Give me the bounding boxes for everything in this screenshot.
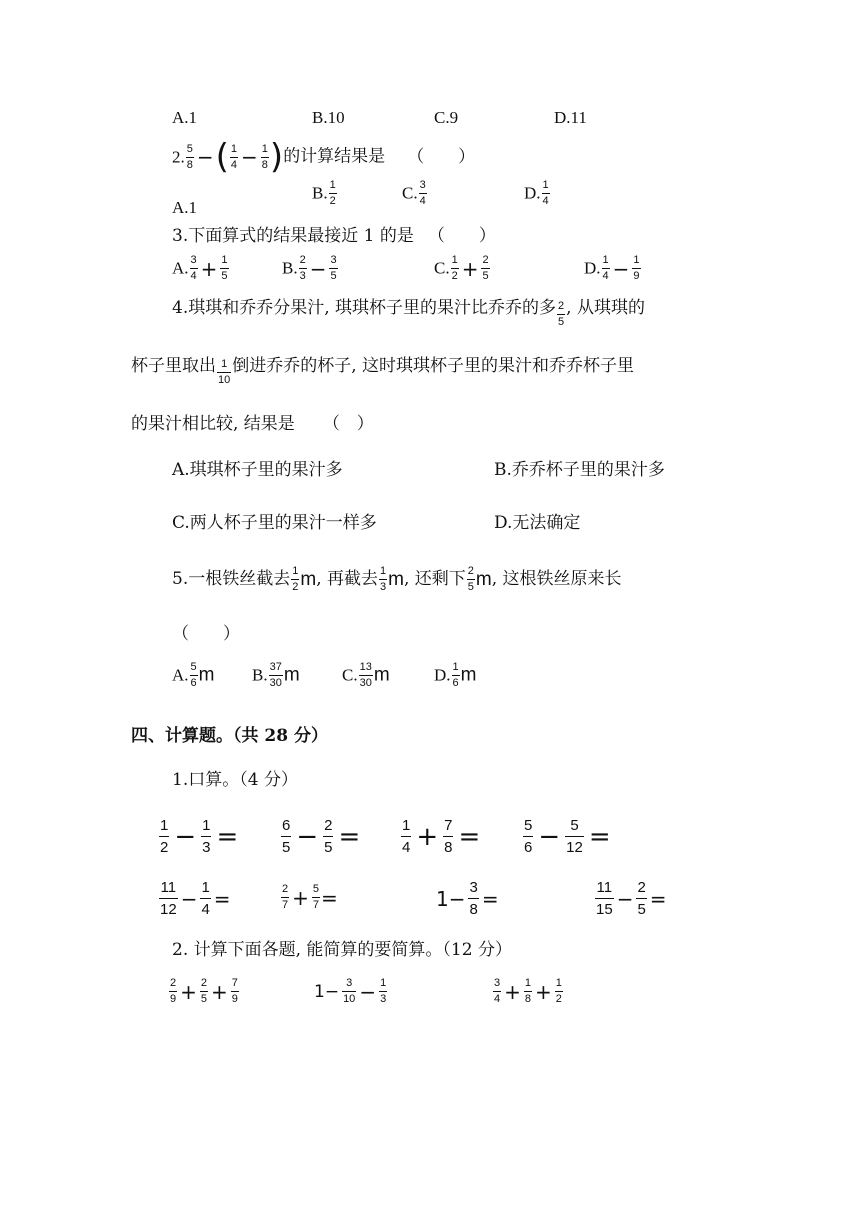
q2-answer-blank: （ ）: [407, 146, 476, 167]
q4-stem-line-2: 杯子里取出 $\frac{1}{10}$ 倒进乔乔的杯子, 这时琪琪杯子里的果汁和乔乔杯子里: [131, 356, 635, 386]
q1-option-d: D.11: [554, 108, 587, 127]
section-4-title: 四、计算题。（共 28 分）: [131, 726, 328, 746]
q5-fraction-3: $\frac{2}{5}$: [467, 565, 474, 593]
oral-item-4: $\frac{5}{6}$ − $\frac{5}{12}$ =: [524, 817, 611, 856]
q2-fraction-2: $\frac{1}{4}$: [230, 142, 238, 171]
q4-option-d: D.无法确定: [494, 513, 581, 533]
q3-option-a: A. $\frac{3}{4}$ + $\frac{1}{5}$: [172, 254, 228, 282]
q1-option-a: A.1: [172, 108, 198, 127]
oral-item-6: $\frac{2}{7}$ + $\frac{5}{7}$ =: [282, 883, 338, 911]
q2-option-a: A.1: [172, 198, 198, 217]
q2-operator-2: −: [241, 145, 258, 169]
oral-item-1: $\frac{1}{2}$ − $\frac{1}{3}$ =: [160, 817, 239, 856]
q5-fraction-1: $\frac{1}{2}$: [292, 565, 299, 593]
q1-option-b: B.10: [312, 108, 345, 127]
q5-option-c: C. $\frac{13}{30}$ m: [342, 661, 390, 689]
q2-fraction-3: $\frac{1}{8}$: [261, 142, 268, 171]
q3-answer-blank: （ ）: [427, 226, 496, 246]
q4-stem-line-1: 4.琪琪和乔乔分果汁, 琪琪杯子里的果汁比乔乔的多 $\frac{2}{5}$ , 从琪琪的: [172, 298, 645, 328]
q5-option-d: D. $\frac{1}{6}$ m: [434, 661, 477, 689]
q2-stem: [172, 137, 476, 177]
q4-fraction-2: $\frac{1}{10}$: [218, 358, 231, 386]
q4-fraction-1: $\frac{2}{5}$: [558, 300, 565, 328]
q2-text: 的计算结果是: [283, 146, 386, 167]
q5-fraction-2: $\frac{1}{3}$: [380, 565, 387, 593]
calc-item-1: $\frac{2}{9}$ + $\frac{2}{5}$ + $\frac{7}{9}$: [170, 977, 238, 1005]
oral-item-8: $\frac{11}{15}$ − $\frac{2}{5}$ =: [596, 879, 667, 918]
q2-number: 2.: [172, 147, 185, 167]
q4-option-c: C.两人杯子里的果汁一样多: [172, 513, 377, 533]
q3-option-d: D. $\frac{1}{4}$ − $\frac{1}{9}$: [584, 254, 640, 282]
q5-answer-blank: （ ）: [172, 624, 240, 644]
q4-stem-line-3: 的果汁相比较, 结果是 （ ）: [131, 414, 374, 434]
q2-operator-1: −: [196, 145, 214, 169]
oral-calc-title: 1.口算。（4 分）: [172, 770, 298, 790]
q2-fraction-1: $\frac{5}{8}$: [186, 142, 193, 171]
q2-close-paren: ): [269, 137, 284, 177]
calc-simplify-title: 2. 计算下面各题, 能简算的要简算。（12 分）: [172, 940, 512, 960]
q5-option-b: B. $\frac{37}{30}$ m: [252, 661, 300, 689]
oral-item-2: $\frac{6}{5}$ − $\frac{2}{5}$ =: [282, 817, 361, 856]
q3-stem: 3.下面算式的结果最接近 1 的是 （ ）: [172, 226, 496, 246]
q2-option-b: B. $\frac{1}{2}$: [312, 179, 336, 207]
q2-option-d: D. $\frac{1}{4}$: [524, 179, 549, 207]
q3-option-c: C. $\frac{1}{2}$ + $\frac{2}{5}$: [434, 254, 489, 282]
oral-item-7: 1− $\frac{3}{8}$ =: [436, 879, 499, 918]
q5-stem: 5.一根铁丝截去 $\frac{1}{2}$ m, 再截去 $\frac{1}{3}$ m, 还剩下 $\frac{2}{5}$ m, 这根铁丝原来长: [172, 565, 622, 593]
q4-option-b: B.乔乔杯子里的果汁多: [494, 460, 665, 480]
q4-answer-blank: （ ）: [322, 414, 374, 434]
q3-option-b: B. $\frac{2}{3}$ − $\frac{3}{5}$: [282, 254, 337, 282]
q2-option-c: C. $\frac{3}{4}$: [402, 179, 426, 207]
oral-item-3: $\frac{1}{4}$ + $\frac{7}{8}$ =: [402, 817, 481, 856]
calc-item-3: $\frac{3}{4}$ + $\frac{1}{8}$ + $\frac{1}{2}$: [494, 977, 562, 1005]
calc-item-2: 1− $\frac{3}{10}$ − $\frac{1}{3}$: [314, 977, 387, 1005]
oral-item-5: $\frac{11}{12}$ − $\frac{1}{4}$ =: [160, 879, 231, 918]
q2-open-paren: (: [215, 137, 229, 177]
q4-option-a: A.琪琪杯子里的果汁多: [172, 460, 343, 480]
q5-option-a: A. $\frac{5}{6}$ m: [172, 661, 215, 689]
q1-option-c: C.9: [434, 108, 459, 127]
